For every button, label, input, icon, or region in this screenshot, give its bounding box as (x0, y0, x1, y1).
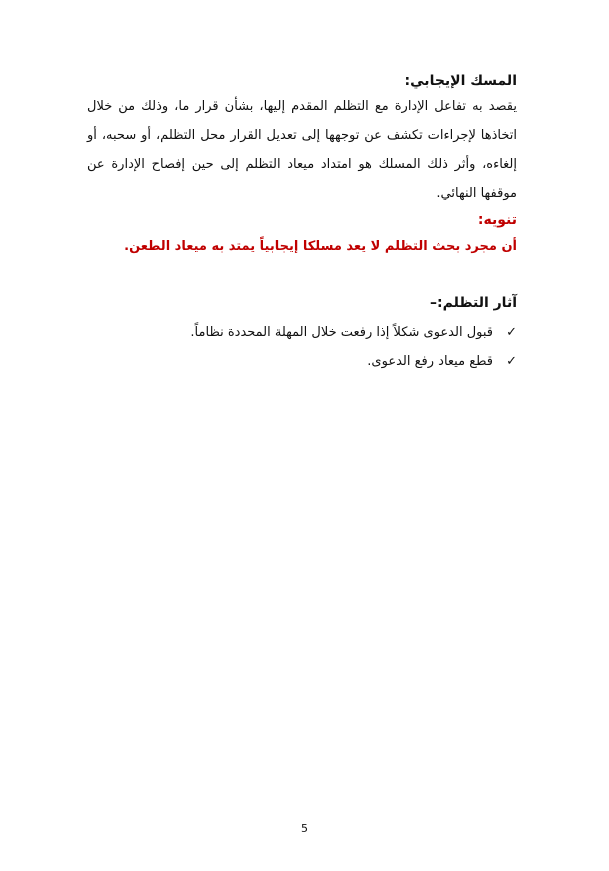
effect-item-text: قطع ميعاد رفع الدعوى. (367, 354, 493, 369)
page-content (87, 70, 517, 376)
checkmark-icon: ✓ (506, 325, 517, 340)
effect-item-text: قبول الدعوى شكلاً إذا رفعت خلال المهلة المحددة نظاماً. (190, 325, 493, 340)
note-paragraph: أن مجرد بحث التظلم لا يعد مسلكا إيجابياً يمتد به ميعاد الطعن. (124, 239, 517, 254)
page-number: 5 (301, 822, 308, 835)
positive-conduct-paragraph: يقصد به تفاعل الإدارة مع التظلم المقدم إليها، بشأن قرار ما، وذلك من خلال اتخاذها لإجراءات تكشف عن توجهها إلى تعديل القرار محل التظلم، أو سحبه، أو إلغاءه، وأثر ذلك المسلك هو امتداد ميعاد التظلم إلى حين إفصاح الإدارة عن موقفها النهائي. (87, 99, 517, 201)
effects-heading: آثار التظلم:– (430, 295, 517, 311)
positive-conduct-heading: المسك الإيجابي: (404, 73, 517, 89)
effects-list (87, 318, 517, 376)
checkmark-icon: ✓ (506, 354, 517, 369)
note-heading: تنويه: (477, 212, 517, 228)
list-item (87, 318, 517, 347)
list-item (87, 347, 517, 376)
